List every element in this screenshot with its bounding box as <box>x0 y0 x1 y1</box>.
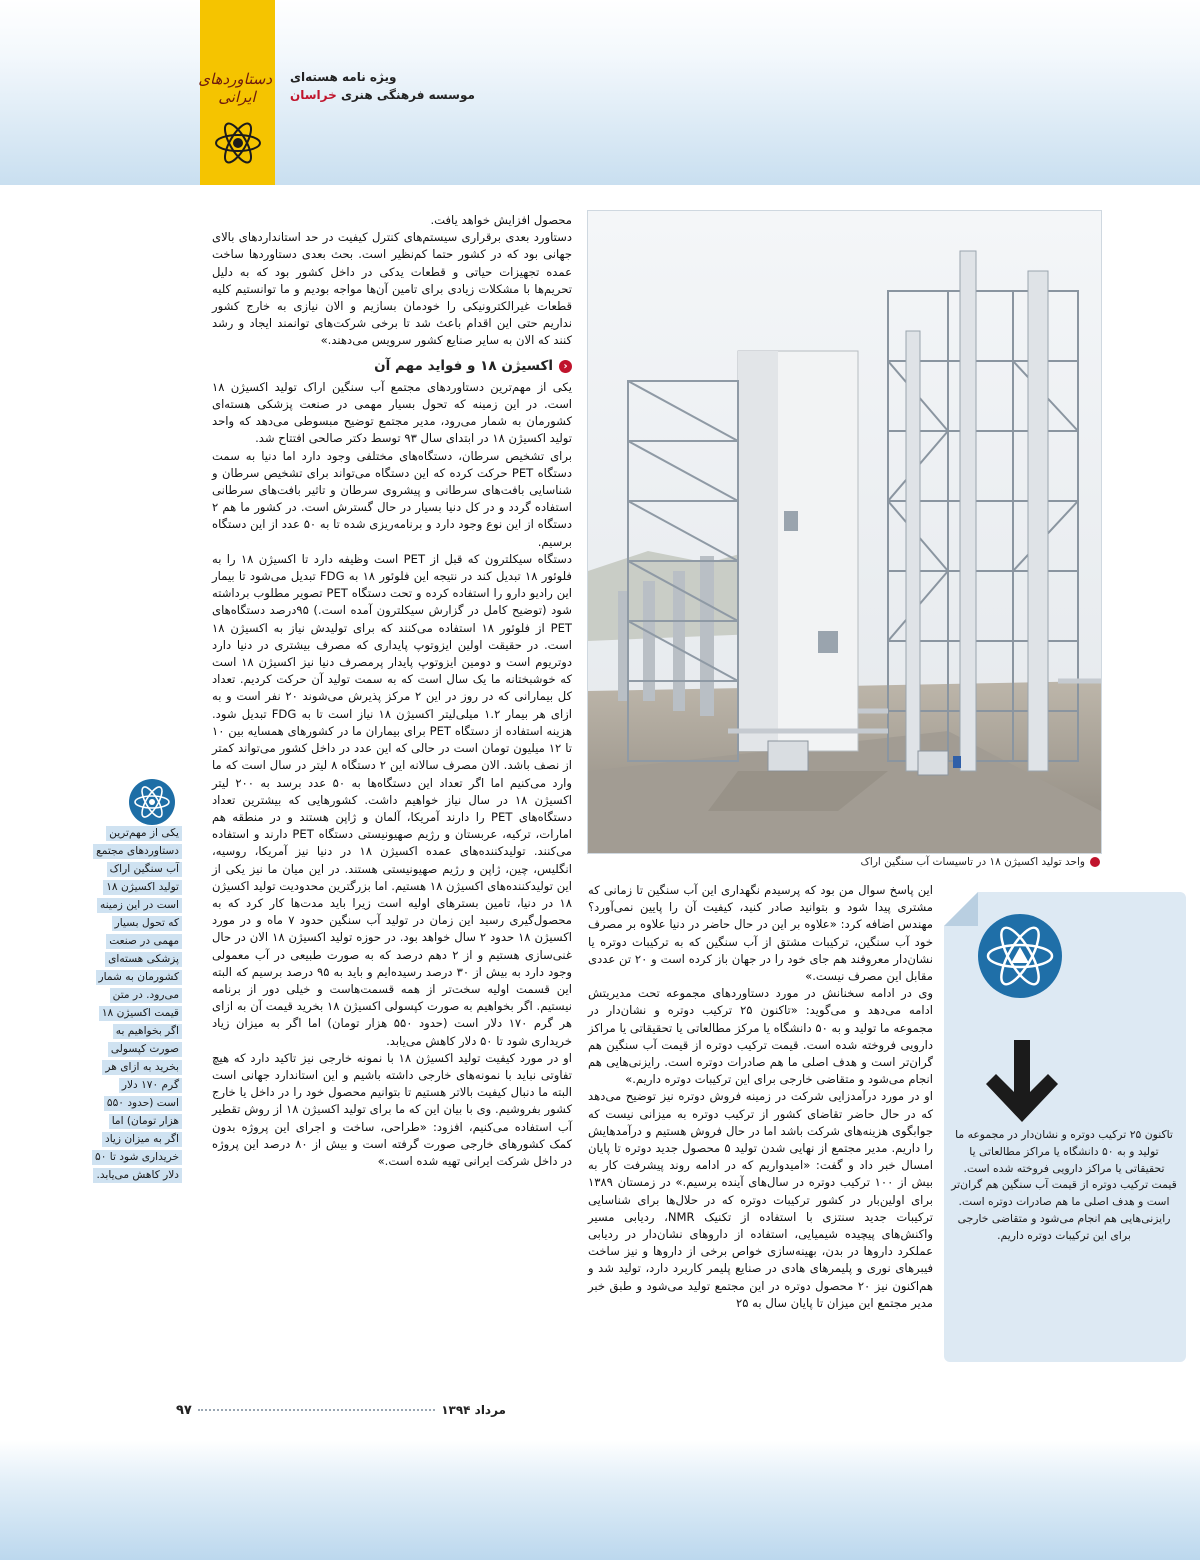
paragraph: یکی از مهم‌ترین دستاوردهای مجتمع آب سنگین اراک تولید اکسیژن ۱۸ است. در این زمینه که تحول بسیار مهمی در صنعت پزشکی هسته‌ای کشورمان به شمار می‌رود، مدیر مجتمع توضیح مبسوطی می‌دهد که واحد تولید اکسیژن ۱۸ در ابتدای سال ۹۳ توسط دکتر صالحی افتتاح شد. <box>212 379 572 446</box>
paragraph: برای تشخیص سرطان، دستگاه‌های مختلفی وجود دارد اما دنیا به سمت دستگاه PET حرکت کرده که این دستگاه می‌تواند برای تشخیص سرطان و شناسایی بافت‌های سرطانی و پیشروی سرطان و تاثیر بافت‌های سرطانی استفاده گردد و در کل دنیا بسیار در حال گسترش است. در کشور ما هم ۲ دستگاه از این نوع وجود دارد و برنامه‌ریزی شده تا به ۵۰ عدد از این دستگاه برسیم. <box>212 448 573 549</box>
pull-quote-line: هزار تومان) اما <box>109 1114 182 1129</box>
header-line-2-prefix: موسسه فرهنگی هنری <box>336 88 475 102</box>
footer-divider <box>198 1409 435 1411</box>
pull-quote-line: دستاوردهای مجتمع <box>93 844 182 859</box>
pull-quote-line: یکی از مهم‌ترین <box>106 826 182 841</box>
pull-quote-line: تولید اکسیژن ۱۸ <box>103 880 182 895</box>
pull-quote-line: مهمی در صنعت <box>106 934 182 949</box>
pull-quote-line: کشورمان به شمار <box>96 970 182 985</box>
sidebar-pull-quote <box>90 826 182 1186</box>
paragraph: دستاورد بعدی برقراری سیستم‌های کنترل کیفیت در حد استانداردهای بالای جهانی بود که در کشور حتما کم‌نظیر است. بحث بعدی دستاوردها ساخت عمده تجهیزات حیاتی و قطعات یدکی در داخل کشور بود که به دلیل تحریم‌ها با مشکلات زیادی برای تامین آن‌ها مواجه بودیم و ما توانستیم کلیه قطعات غیرالکترونیکی را خودمان بسازیم و الان نیازی به خارج کشور نداریم حتی این اقدام باعث شد تا برخی شرکت‌های توانمند ایجاد و رشد کنند که الان به سایر صنایع کشور سرویس می‌دهند.» <box>212 230 572 348</box>
footer-background <box>0 1440 1200 1560</box>
pull-quote-line: دلار کاهش می‌یابد. <box>93 1168 182 1183</box>
page-footer <box>176 1400 506 1420</box>
header-titles <box>290 70 475 102</box>
caption-bullet-icon <box>1090 857 1100 867</box>
paragraph: وی در ادامه سخنانش در مورد دستاوردهای مجموعه تحت مدیریتش ادامه می‌دهد و می‌گوید: «تاکنون ۲۵ ترکیب دوتره و نشان‌دار در مجموعه ما تولید و به ۵۰ دانشگاه یا مرکز مطالعاتی یا تحقیقاتی یا مراکز دارویی فروخته شده است. قیمت ترکیب دوتره از قیمت آب سنگین هم گران‌تر است و هدف اصلی ما هم صادرات دوتره است. رایزنی‌هایی هم انجام می‌شود و متقاضی خارجی برای این ترکیبات دوتره داریم.» <box>588 986 933 1087</box>
brand-logo-script: دستاوردهای ایرانی <box>198 70 272 106</box>
header-line-1: ویژه نامه هسته‌ای <box>290 70 397 84</box>
pull-quote-line: خریداری شود تا ۵۰ <box>92 1150 182 1165</box>
page-number: ۹۷ <box>176 1402 192 1418</box>
atom-icon <box>128 778 176 826</box>
header-brand-block <box>200 0 275 185</box>
atom-icon <box>976 912 1064 1000</box>
paragraph: این پاسخ سوال من بود که پرسیدم نگهداری این آب سنگین تا زمانی که مشتری پیدا شود و بتوانید صادر کنید، کیفیت آن را پایین نمی‌آورد؟ مهندس اضافه کرد: «علاوه بر این در حال حاضر در دنیا علاوه بر مصرف خود آب سنگین، ترکیبات مشتق از آب سنگین که به ترکیبات دوتره یا نشان‌دار معروفند هم جای خود را در جهان باز کرده است و ۲۰ تن عددی مقابل این مصرف نیست.» <box>588 883 933 984</box>
pull-quote-line: است در این زمینه <box>97 898 182 913</box>
pull-quote-line: می‌رود. در متن <box>110 988 182 1003</box>
refinery-illustration <box>588 211 1101 853</box>
header-line-2-highlight: خراسان <box>290 88 337 102</box>
article-column-right <box>588 882 933 1312</box>
article-column-left <box>212 212 572 1170</box>
pull-quote-line: اگر به میزان زیاد <box>102 1132 182 1147</box>
pull-quote-line: که تحول بسیار <box>112 916 182 931</box>
pull-quote-line: آب سنگین اراک <box>107 862 182 877</box>
photo-caption <box>587 856 1100 868</box>
paragraph: محصول افزایش خواهد یافت. <box>430 213 572 227</box>
pull-quote-line: است (حدود ۵۵۰ <box>104 1096 182 1111</box>
section-heading-text: اکسیژن ۱۸ و فواید مهم آن <box>374 357 553 374</box>
paragraph: او در مورد کیفیت تولید اکسیژن ۱۸ با نمونه خارجی نیز تاکید دارد که هیچ تفاوتی نباید با نمونه‌های خارجی داشته باشیم و این استاندارد جهانی است البته ما دنبال کیفیت بالاتر هستیم تا بتوانیم محصول خود را در داخل یا خارج کشور بفروشیم. وی با بیان این که ما برای تولید اکسیژن ۱۸ از روش تقطیر آب استفاده می‌کنیم، افزود: «طراحی، ساخت و اجرای این پروژه بدون کمک کشورهای خارجی صورت گرفته است و بیش از ۸۰ درصد این پروژه در داخل شرکت ایرانی تهیه شده است.» <box>212 1050 572 1168</box>
callout-corner-fold <box>944 892 978 926</box>
chevron-left-icon: ‹ <box>559 360 572 373</box>
callout-text: تاکنون ۲۵ ترکیب دوتره و نشان‌دار در مجموعه ما تولید و به ۵۰ دانشگاه یا مراکز مطالعاتی یا تحقیقاتی یا مراکز دارویی فروخته شده است. قیمت ترکیب دوتره از قیمت آب سنگین هم گران‌تر است و هدف اصلی ما هم صادرات دوتره است. رایزنی‌هایی هم انجام می‌شود و متقاضی خارجی برای این ترکیبات دوتره داریم. <box>951 1128 1177 1242</box>
header-line-2 <box>290 88 475 102</box>
atom-icon <box>213 118 263 168</box>
pull-quote-line: قیمت اکسیژن ۱۸ <box>99 1006 182 1021</box>
pull-quote-line: پزشکی هسته‌ای <box>105 952 182 967</box>
pull-quote-line: اگر بخواهیم به <box>113 1024 182 1039</box>
refinery-photo <box>587 210 1102 854</box>
arrow-down-icon <box>984 1040 1060 1130</box>
paragraph: او در مورد درآمدزایی شرکت در زمینه فروش دوتره نیز توضیح می‌دهد که در حال حاضر تقاضای کشور از ترکیب دوتره به میزانی نیست که جوابگوی هزینه‌های شرکت باشد اما در حال فروش هستیم و درآمدهایش را داریم. مدیر مجتمع از نهایی شدن تولید ۵ محصول جدید دوتره تا پایان امسال خبر داد و گفت: «امیدواریم که در ادامه روند پیشرفت کار به بیش از ۱۰۰ ترکیب دوتره در سال‌های آینده برسیم.» در زمستان ۱۳۸۹ برای اولین‌بار در کشور ترکیبات دوتره که در حلال‌ها برای شناسایی ترکیبات جدید سنتزی با استفاده از تکنیک NMR، ردیابی مسیر واکنش‌های پیچیده شیمیایی، استفاده از داروهای نشان‌دار در ردیابی عملکرد داروها در بدن، بهینه‌سازی خواص برخی از داروها و نیز ساخت فیبرهای نوری و پلیمرهای هادی در صنایع پلیمر کاربرد دارد، تولید شد و هم‌اکنون نیز ۲۰ محصول دوتره در این مجتمع تولید می‌شود و طبق خبر مدیر مجتمع این میزان تا پایان سال به ۲۵ <box>588 1089 934 1310</box>
section-heading <box>212 358 572 375</box>
pull-quote-line: بخرید به ازای هر <box>102 1060 182 1075</box>
pull-quote-line: گرم ۱۷۰ دلار <box>119 1078 182 1093</box>
header-background <box>0 0 1200 185</box>
pull-quote-line: صورت کپسولی <box>108 1042 182 1057</box>
issue-date: مرداد ۱۳۹۴ <box>441 1403 506 1417</box>
caption-text: واحد تولید اکسیژن ۱۸ در تاسیسات آب سنگین اراک <box>860 856 1085 868</box>
paragraph: دستگاه سیکلترون که قبل از PET است وظیفه دارد تا اکسیژن ۱۸ را به فلوئور ۱۸ تبدیل کند در نتیجه این فلوئور ۱۸ به FDG تبدیل می‌شود تا بیمار این رادیو دارو را استفاده کرده و تحت دستگاه PET تصویر مطلوب برداشته شود (توضیح کامل در گزارش سیکلترون آمده است.) ۹۵درصد دستگاه‌های PET از فلوئور ۱۸ استفاده می‌کنند که برای تولیدش نیاز به اکسیژن ۱۸ است. در حقیقت اولین ایزوتوپ پایداری که مصرف بیشتری در دنیا دارد دوتریوم است و دومین ایزوتوپ پایدار پرمصرف دنیا نیز اکسیژن ۱۸ است که خوشبختانه ما یک سال است که به سمت تولید آن حرکت کردیم. تعداد کل بیمارانی که در روز در این ۲ مرکز پذیرش می‌شوند ۲۰ نفر است و به ازای هر بیمار ۱.۲ میلی‌لیتر اکسیژن ۱۸ نیاز است تا به FDG تبدیل شود. هزینه استفاده از دستگاه PET برای بیماران ما در کشورهای همسایه بین ۱۰ تا ۱۲ میلیون تومان است در حالی که این عدد در داخل کشور می‌تواند کمتر از نصف باشد. الان مصرف سالانه این ۲ دستگاه ۸ لیتر در سال است که ما وارد می‌کنیم اما اگر تعداد این دستگاه‌ها به ۵۰ عدد برسد به ۲۰۰ لیتر اکسیژن ۱۸ در سال نیاز خواهیم داشت. کشورهایی که بیشترین تعداد دستگاه‌های PET را دارند آمریکا، آلمان و ژاپن هستند و در منطقه هم امارات، ترکیه، عربستان و رژیم صهیونیستی دستگاه PET دارند و استفاده می‌کنند. تولیدکننده‌های عمده اکسیژن ۱۸ در دنیا نیز آمریکا، روسیه، انگلیس، چین، ژاپن و رژیم صهیونیستی هستند. در این میان ما نیز یکی از این تولیدکننده‌های اکسیژن ۱۸ هستیم. اما بزرگترین محدودیت تولید اکسیژن ۱۸ در دنیا، تامین بسترهای اولیه است زیرا باید مدت‌ها کار کرد که به محصول‌گیری رسید این زمان در تولید آب سنگین حدود ۷ ماه و در مورد اکسیژن ۱۸ حدود ۲ سال خواهد بود. در حوزه تولید اکسیژن ۱۸ الان در حال غنی‌سازی هستیم و از ۲ دهم درصد که به صورت طبیعی در آب معمولی وجود دارد به بیش از ۳۰ درصد رسیده‌ایم و باید به ۹۵ درصد برسیم که البته این قسمت اولیه سخت‌تر از همه قسمت‌هاست و خیلی دور از برنامه نیستیم. اگر بخواهیم به صورت کپسولی اکسیژن ۱۸ بخرید قیمت آن به ازای هر گرم ۱۷۰ دلار است (حدود ۵۵۰ هزار تومان) اما اگر به میزان زیاد خریداری شود تا ۵۰ دلار کاهش می‌یابد. <box>212 551 573 1048</box>
